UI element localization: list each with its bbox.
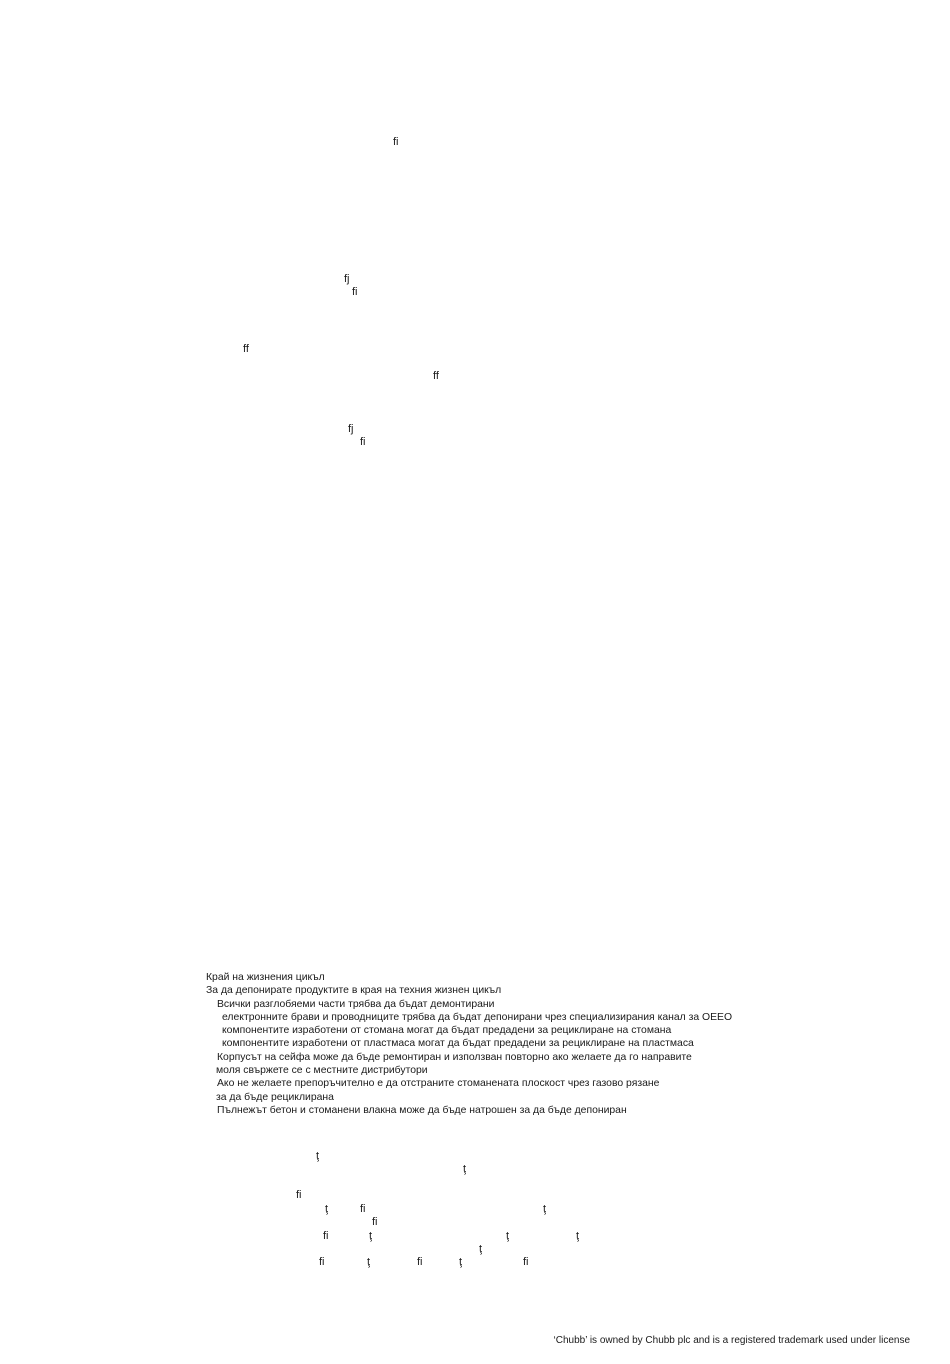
instruction-line: Всички разглобяеми части трябва да бъдат демонтирани (217, 998, 495, 1010)
ligature-glyph: fi (296, 1189, 302, 1201)
ligature-glyph: ff (243, 343, 249, 355)
ligature-glyph: ţ (479, 1243, 483, 1255)
ligature-glyph: ţ (506, 1230, 510, 1242)
ligature-glyph: fi (323, 1230, 329, 1242)
ligature-glyph: ţ (463, 1163, 467, 1175)
ligature-glyph: fi (319, 1256, 325, 1268)
section-heading: Край на жизнения цикъл (206, 972, 325, 983)
instruction-line: моля свържете се с местните дистрибутори (216, 1065, 428, 1077)
instruction-line: компонентите изработени от пластмаса могат да бъдат предадени за рециклиране на пластмаса (222, 1038, 694, 1050)
ligature-glyph: fj (344, 273, 350, 285)
ligature-glyph: fj (348, 423, 354, 435)
instruction-line: Ако не желаете препоръчително е да отстраните стоманената плоскост чрез газово рязане (217, 1078, 660, 1090)
end-of-life-section (206, 971, 826, 1117)
instruction-line: за да бъде рециклирана (216, 1091, 334, 1103)
ligature-glyph: fi (360, 436, 366, 448)
ligature-glyph: ff (433, 370, 439, 382)
ligature-glyph: fi (417, 1256, 423, 1268)
trademark-notice: ‘Chubb’ is owned by Chubb plc and is a registered trademark used under license (553, 1335, 910, 1346)
ligature-glyph: ţ (459, 1256, 463, 1268)
instruction-line: компонентите изработени от стомана могат да бъдат предадени за рециклиране на стомана (222, 1025, 672, 1037)
ligature-glyph: ţ (325, 1203, 329, 1215)
instruction-line: електронните брави и проводниците трябва да бъдат депонирани чрез специализирания канал за ОЕЕО (222, 1011, 733, 1023)
ligature-glyph: fi (393, 136, 399, 148)
ligature-glyph: ţ (316, 1150, 320, 1162)
ligature-glyph: fi (372, 1216, 378, 1228)
ligature-glyph: ţ (576, 1230, 580, 1242)
ligature-glyph: ţ (369, 1230, 373, 1242)
instruction-line: Пълнежът бетон и стоманени влакна може да бъде натрошен за да бъде депониран (217, 1104, 627, 1116)
section-intro: За да депонирате продуктите в края на техния жизнен цикъл (206, 985, 502, 997)
ligature-glyph: fi (352, 286, 358, 298)
ligature-glyph: fi (360, 1203, 366, 1215)
instruction-line: Корпусът на сейфа може да бъде ремонтиран и използван повторно ако желаете да го направите (217, 1051, 692, 1063)
ligature-glyph: ţ (367, 1256, 371, 1268)
ligature-glyph: fi (523, 1256, 529, 1268)
ligature-glyph: ţ (543, 1203, 547, 1215)
